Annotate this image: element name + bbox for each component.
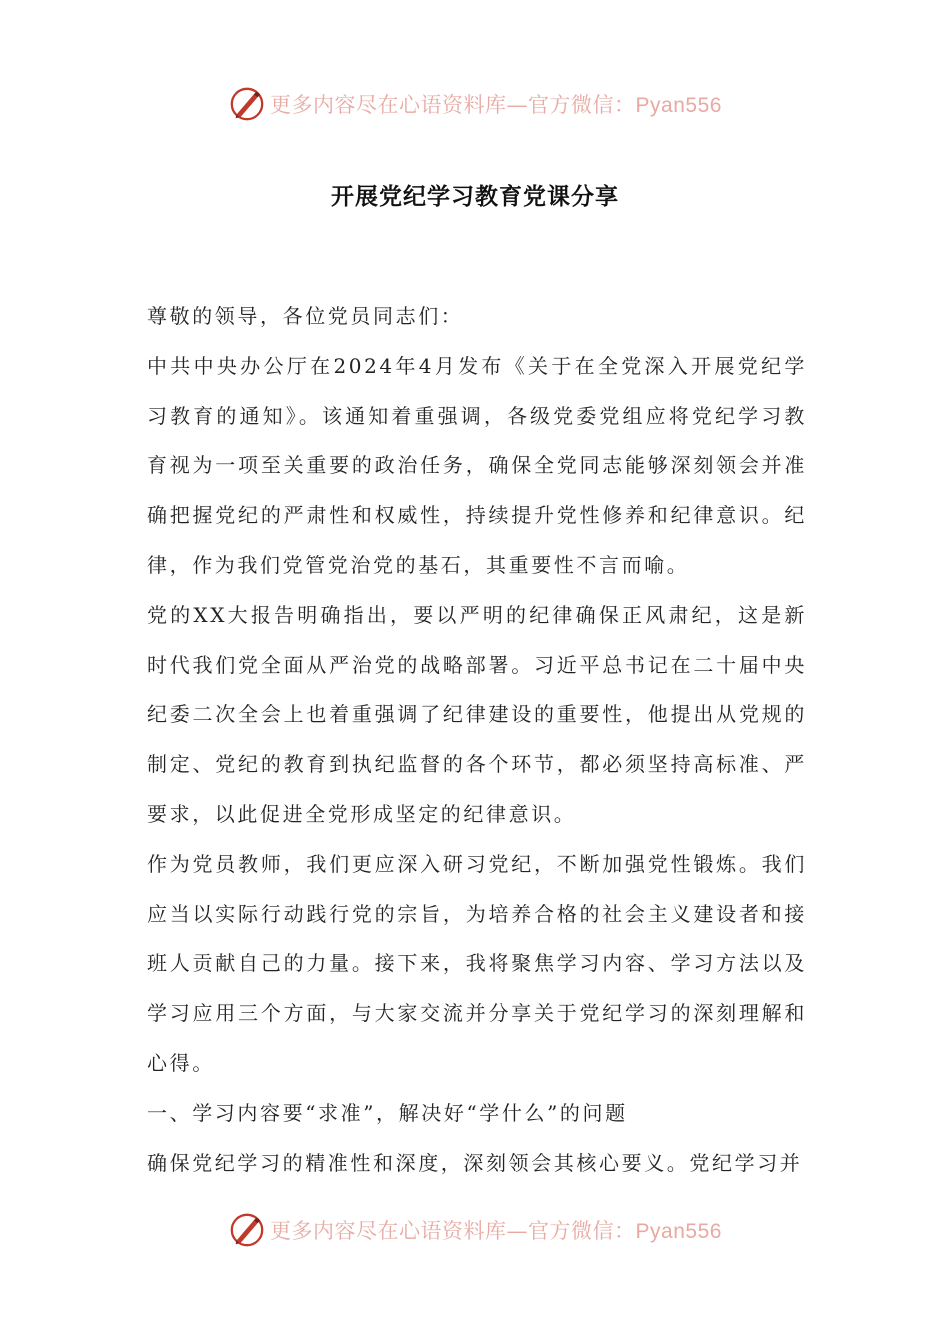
paragraph-teachers: 作为党员教师，我们更应深入研习党纪，不断加强党性锻炼。我们应当以实际行动践行党的宗旨，为培养合格的社会主义建设者和接班人贡献自己的力量。接下来，我将聚焦学习内容、学习方法以及学习应用三个方面，与大家交流并分享关于党纪学习的深刻理解和心得。	[147, 851, 807, 1075]
paragraph-intro: 中共中央办公厅在2024年4月发布《关于在全党深入开展党纪学习教育的通知》。该通知着重强调，各级党委党组应将党纪学习教育视为一项至关重要的政治任务，确保全党同志能够深刻领会并准确把握党纪的严肃性和权威性，持续提升党性修养和纪律意识。纪律，作为我们党管党治党的基石，其重要性不言而喻。	[147, 353, 807, 577]
watermark-wechat-id: Pyan556	[635, 1220, 722, 1243]
section-heading-1: 一、学习内容要“求准”，解决好“学什么”的问题	[147, 1100, 628, 1125]
watermark-text	[270, 89, 722, 119]
paragraph-section-1: 确保党纪学习的精准性和深度，深刻领会其核心要义。党纪学习并	[147, 1150, 803, 1175]
watermark-text	[270, 1215, 722, 1245]
watermark-wechat-id: Pyan556	[635, 94, 722, 117]
watermark-footer	[0, 1208, 950, 1252]
watermark-header	[0, 82, 950, 126]
watermark-label: 更多内容尽在心语资料库—官方微信：	[270, 93, 636, 117]
pen-logo-icon	[228, 85, 266, 123]
document-body	[147, 292, 807, 1188]
paragraph-salutation: 尊敬的领导，各位党员同志们：	[147, 304, 464, 328]
pen-logo-icon	[228, 1211, 266, 1249]
document-title: 开展党纪学习教育党课分享	[331, 184, 619, 210]
watermark-label: 更多内容尽在心语资料库—官方微信：	[270, 1219, 636, 1243]
paragraph-report: 党的XX大报告明确指出，要以严明的纪律确保正风肃纪，这是新时代我们党全面从严治党的战略部署。习近平总书记在二十届中央纪委二次全会上也着重强调了纪律建设的重要性，他提出从党规的制定、党纪的教育到执纪监督的各个环节，都必须坚持高标准、严要求，以此促进全党形成坚定的纪律意识。	[147, 602, 807, 826]
